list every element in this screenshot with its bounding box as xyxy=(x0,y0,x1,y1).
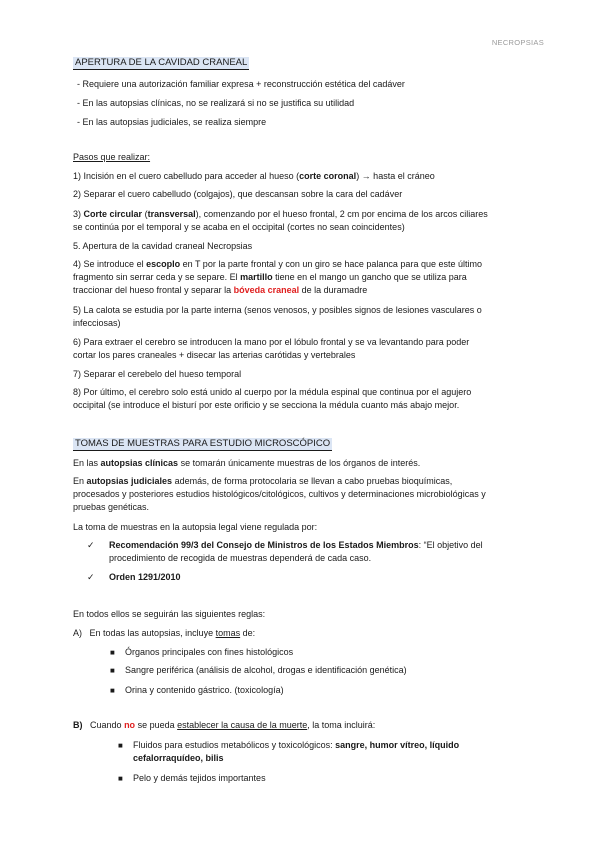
step-bold: corte coronal xyxy=(299,171,357,181)
regulation-item-2 xyxy=(87,571,181,584)
step-text: occipital (se introduce el bisturí por este orificio y se secciona la médula cuanto más abajo mejor. xyxy=(73,400,460,410)
step-text: de la duramadre xyxy=(301,285,368,295)
step-text: en T por la parte frontal y con un giro se hace palanca para que este último xyxy=(182,259,482,269)
section-samples-title-block xyxy=(73,437,543,451)
step-6 xyxy=(73,336,543,362)
rule-b-item xyxy=(118,739,543,765)
step-text: ( xyxy=(144,209,148,219)
rule-a-item xyxy=(110,684,284,697)
rule-item-text: Órganos principales con fines histológicos xyxy=(125,647,294,657)
rule-item-bold: sangre, humor vítreo, líquido xyxy=(335,740,460,750)
samples-paragraph-2 xyxy=(73,475,543,514)
para-text: además, de forma protocolaria se llevan a cabo pruebas bioquímicas, xyxy=(174,476,453,486)
step-text: se continúa por el temporal y se acaba en el occipital (cortes no sean coincidentes) xyxy=(73,222,405,232)
step-bold: martillo xyxy=(240,272,273,282)
step-8 xyxy=(73,386,543,412)
rule-a-item xyxy=(110,646,294,659)
para-text: se tomarán únicamente muestras de los órganos de interés. xyxy=(180,458,421,468)
para-bold: autopsias clínicas xyxy=(100,458,179,468)
square-bullet-icon: ■ xyxy=(110,666,115,675)
step-1 xyxy=(73,170,543,183)
rule-label: A) xyxy=(73,628,82,638)
step-text: ), comenzando por el hueso frontal, 2 cm por encima de los arcos ciliares xyxy=(195,209,488,219)
step-4 xyxy=(73,258,543,297)
rule-a-item xyxy=(110,664,407,677)
list-item: - Requiere una autorización familiar expresa + reconstrucción estética del cadáver xyxy=(77,79,405,89)
step-3 xyxy=(73,208,543,234)
step-number: 4) xyxy=(73,259,82,269)
rule-a xyxy=(73,627,543,640)
para-text: pruebas genéticas. xyxy=(73,502,150,512)
rule-text: En todas las autopsias, incluye xyxy=(89,628,214,638)
step-bold: Corte circular xyxy=(83,209,143,219)
step-bold: transversal xyxy=(147,209,196,219)
step-text: 8) Por último, el cerebro solo está unido al cuerpo por la médula espinal que continua por el agujero xyxy=(73,387,472,397)
square-bullet-icon: ■ xyxy=(118,741,123,750)
check-icon: ✓ xyxy=(87,572,95,582)
samples-paragraph-3: La toma de muestras en la autopsia legal viene regulada por: xyxy=(73,522,318,532)
para-text: En las xyxy=(73,458,99,468)
step-5-heading: 5. Apertura de la cavidad craneal Necropsias xyxy=(73,241,253,251)
steps-heading-text: Pasos que realizar: xyxy=(73,152,151,162)
rule-text: Cuando xyxy=(90,720,122,730)
step-text: tiene en el mango un gancho que se utiliza para xyxy=(275,272,467,282)
section-cranial-title-block xyxy=(73,56,543,70)
cranial-requirements-list xyxy=(73,78,543,129)
square-bullet-icon: ■ xyxy=(110,686,115,695)
regulation-text: : “El objetivo del xyxy=(418,540,483,550)
rule-text: , la toma incluirá: xyxy=(307,720,376,730)
list-item: - En las autopsias judiciales, se realiza siempre xyxy=(77,117,267,127)
square-bullet-icon: ■ xyxy=(110,648,115,657)
step-text: ) → hasta el cráneo xyxy=(356,171,435,181)
rule-item-text: Sangre periférica (análisis de alcohol, drogas e identificación genética) xyxy=(125,665,407,675)
rule-underlined: tomas xyxy=(215,628,241,638)
step-number: 1) xyxy=(73,171,82,181)
list-item: - En las autopsias clínicas, no se realizará si no se justifica su utilidad xyxy=(77,98,355,108)
rule-item-text: Orina y contenido gástrico. (toxicología) xyxy=(125,685,284,695)
step-text: 6) Para extraer el cerebro se introducen la mano por el lóbulo frontal y se va levantando para poder xyxy=(73,337,470,347)
rules-intro: En todos ellos se seguirán las siguientes reglas: xyxy=(73,609,266,619)
step-text: 5) La calota se estudia por la parte interna (senos venosos, y posibles signos de lesiones vasculares o xyxy=(73,305,482,315)
rule-underlined: establecer la causa de la muerte xyxy=(177,720,308,730)
regulation-bold: Recomendación 99/3 del Consejo de Ministros de los Estados Miembros xyxy=(109,540,419,550)
rule-highlight: no xyxy=(124,720,136,730)
rule-b xyxy=(73,719,543,732)
para-text: En xyxy=(73,476,85,486)
rule-label: B) xyxy=(73,720,83,730)
step-7: 7) Separar el cerebelo del hueso temporal xyxy=(73,369,242,379)
samples-paragraph-1 xyxy=(73,457,543,470)
step-text: fragmento sin serrar ceda y se separe. El xyxy=(73,272,238,282)
square-bullet-icon: ■ xyxy=(118,774,123,783)
rule-text: de: xyxy=(242,628,256,638)
step-bold: escoplo xyxy=(146,259,181,269)
step-highlight: bóveda craneal xyxy=(233,285,300,295)
section-title-cranial: APERTURA DE LA CAVIDAD CRANEAL xyxy=(75,57,248,68)
section-title-samples: TOMAS DE MUESTRAS PARA ESTUDIO MICROSCÓPICO xyxy=(75,438,331,449)
check-icon: ✓ xyxy=(87,540,95,550)
rule-b-item xyxy=(118,772,266,785)
regulation-text: procedimiento de recogida de muestras dependerá de cada caso. xyxy=(109,553,372,563)
step-number: 3) xyxy=(73,209,82,219)
step-text: cortar los pares craneales + disecar las arterias carótidas y vertebrales xyxy=(73,350,356,360)
para-text: procesados y posteriores estudios histológicos/citológicos, cultivos y determinaciones microbiológicas y xyxy=(73,489,486,499)
step-2: 2) Separar el cuero cabelludo (colgajos), que descansan sobre la cara del cadáver xyxy=(73,189,403,199)
regulation-bold: Orden 1291/2010 xyxy=(109,572,181,582)
regulation-item-1 xyxy=(87,539,545,565)
step-text: Incisión en el cuero cabelludo para acceder al hueso ( xyxy=(83,171,300,181)
running-header: NECROPSIAS xyxy=(491,38,544,47)
para-bold: autopsias judiciales xyxy=(86,476,173,486)
rule-item-text: Fluidos para estudios metabólicos y toxicológicos: xyxy=(133,740,333,750)
steps-heading xyxy=(73,151,543,164)
step-text: Se introduce el xyxy=(83,259,144,269)
rule-item-bold: cefalorraquídeo, bilis xyxy=(133,753,224,763)
rule-item-text: Pelo y demás tejidos importantes xyxy=(133,773,266,783)
rule-text: se pueda xyxy=(137,720,175,730)
step-text: infecciosas) xyxy=(73,318,121,328)
step-5b xyxy=(73,304,543,330)
step-text: traccionar del hueso frontal y separar la xyxy=(73,285,232,295)
